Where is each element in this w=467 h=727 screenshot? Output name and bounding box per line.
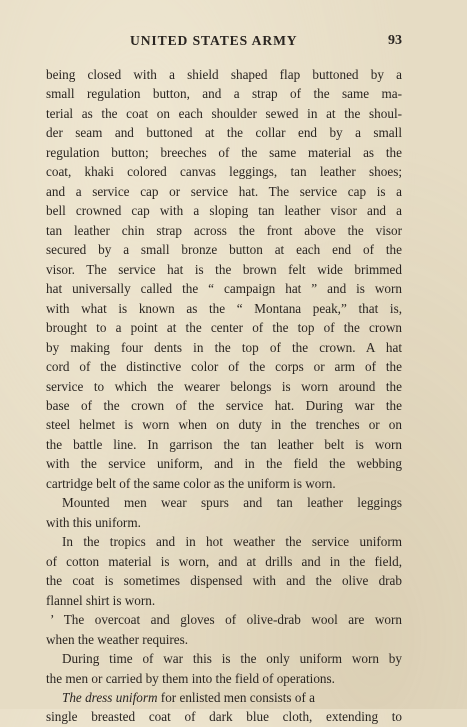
text-line: small regulation button, and a strap of the same ma- bbox=[46, 86, 402, 102]
text-line: cartridge belt of the same color as the uniform is worn. bbox=[46, 475, 336, 491]
text-line: coat, khaki colored canvas leggings, tan leather shoes; bbox=[46, 164, 402, 180]
text-line: with the service uniform, and in the field the webbing bbox=[46, 456, 402, 472]
text-line: brought to a point at the center of the top of the crown bbox=[46, 320, 402, 336]
text-line: base of the crown of the service hat. During war the bbox=[46, 397, 402, 413]
text-line: cord of the distinctive color of the corps or arm of the bbox=[46, 359, 402, 375]
italic-lead-phrase: The dress uniform bbox=[62, 690, 158, 705]
text-line: secured by a small bronze button at each end of the bbox=[46, 242, 402, 258]
text-line: flannel shirt is worn. bbox=[46, 592, 156, 608]
body-text bbox=[46, 65, 402, 727]
text-line: with this uniform. bbox=[46, 514, 141, 530]
text-line: being closed with a shield shaped flap buttoned by a bbox=[46, 67, 402, 82]
page-header bbox=[44, 33, 402, 53]
text-line: single breasted coat of dark blue cloth, extending to bbox=[46, 709, 402, 725]
text-line: with what is known as the “ Montana peak,” that is, bbox=[46, 300, 402, 316]
paragraph-start-line bbox=[46, 688, 402, 707]
text-line: the battle line. In garrison the tan leather belt is worn bbox=[46, 436, 402, 452]
text-line: when the weather requires. bbox=[46, 631, 189, 647]
text-line: der seam and buttoned at the collar end by a small bbox=[46, 125, 402, 141]
text-line: regulation button; breeches of the same material as the bbox=[46, 144, 402, 160]
text-line-continuation: for enlisted men consists of a bbox=[157, 690, 315, 705]
page-number: 93 bbox=[388, 33, 402, 48]
text-line: terial as the coat on each shoulder sewed in at the shoul- bbox=[46, 105, 402, 121]
text-line: the coat is sometimes dispensed with and the olive drab bbox=[46, 573, 402, 589]
text-line: bell crowned cap with a sloping tan leather visor and a bbox=[46, 203, 402, 219]
paragraph-start-line: Mounted men wear spurs and tan leather leggings bbox=[62, 495, 402, 511]
text-line: the men or carried by them into the field of operations. bbox=[46, 670, 335, 686]
text-line: of cotton material is worn, and at drills and in the field, bbox=[46, 553, 402, 569]
text-line: and a service cap or service hat. The service cap is a bbox=[46, 183, 402, 199]
text-line: service to which the wearer belongs is worn around the bbox=[46, 378, 402, 394]
text-line: hat universally called the “ campaign hat ” and is worn bbox=[46, 281, 402, 297]
text-line: visor. The service hat is the brown felt wide brimmed bbox=[46, 261, 402, 277]
paragraph-start-line: In the tropics and in hot weather the service uniform bbox=[62, 534, 402, 550]
text-line: tan leather chin strap across the front above the visor bbox=[46, 222, 402, 238]
paragraph-start-line: ’ The overcoat and gloves of olive-drab wool are worn bbox=[50, 612, 402, 628]
running-title: UNITED STATES ARMY bbox=[130, 33, 298, 48]
text-line: steel helmet is worn when on duty in the trenches or on bbox=[46, 417, 402, 433]
text-line: by making four dents in the top of the crown. A hat bbox=[46, 339, 402, 355]
paragraph-start-line: During time of war this is the only uniform worn by bbox=[62, 651, 402, 667]
